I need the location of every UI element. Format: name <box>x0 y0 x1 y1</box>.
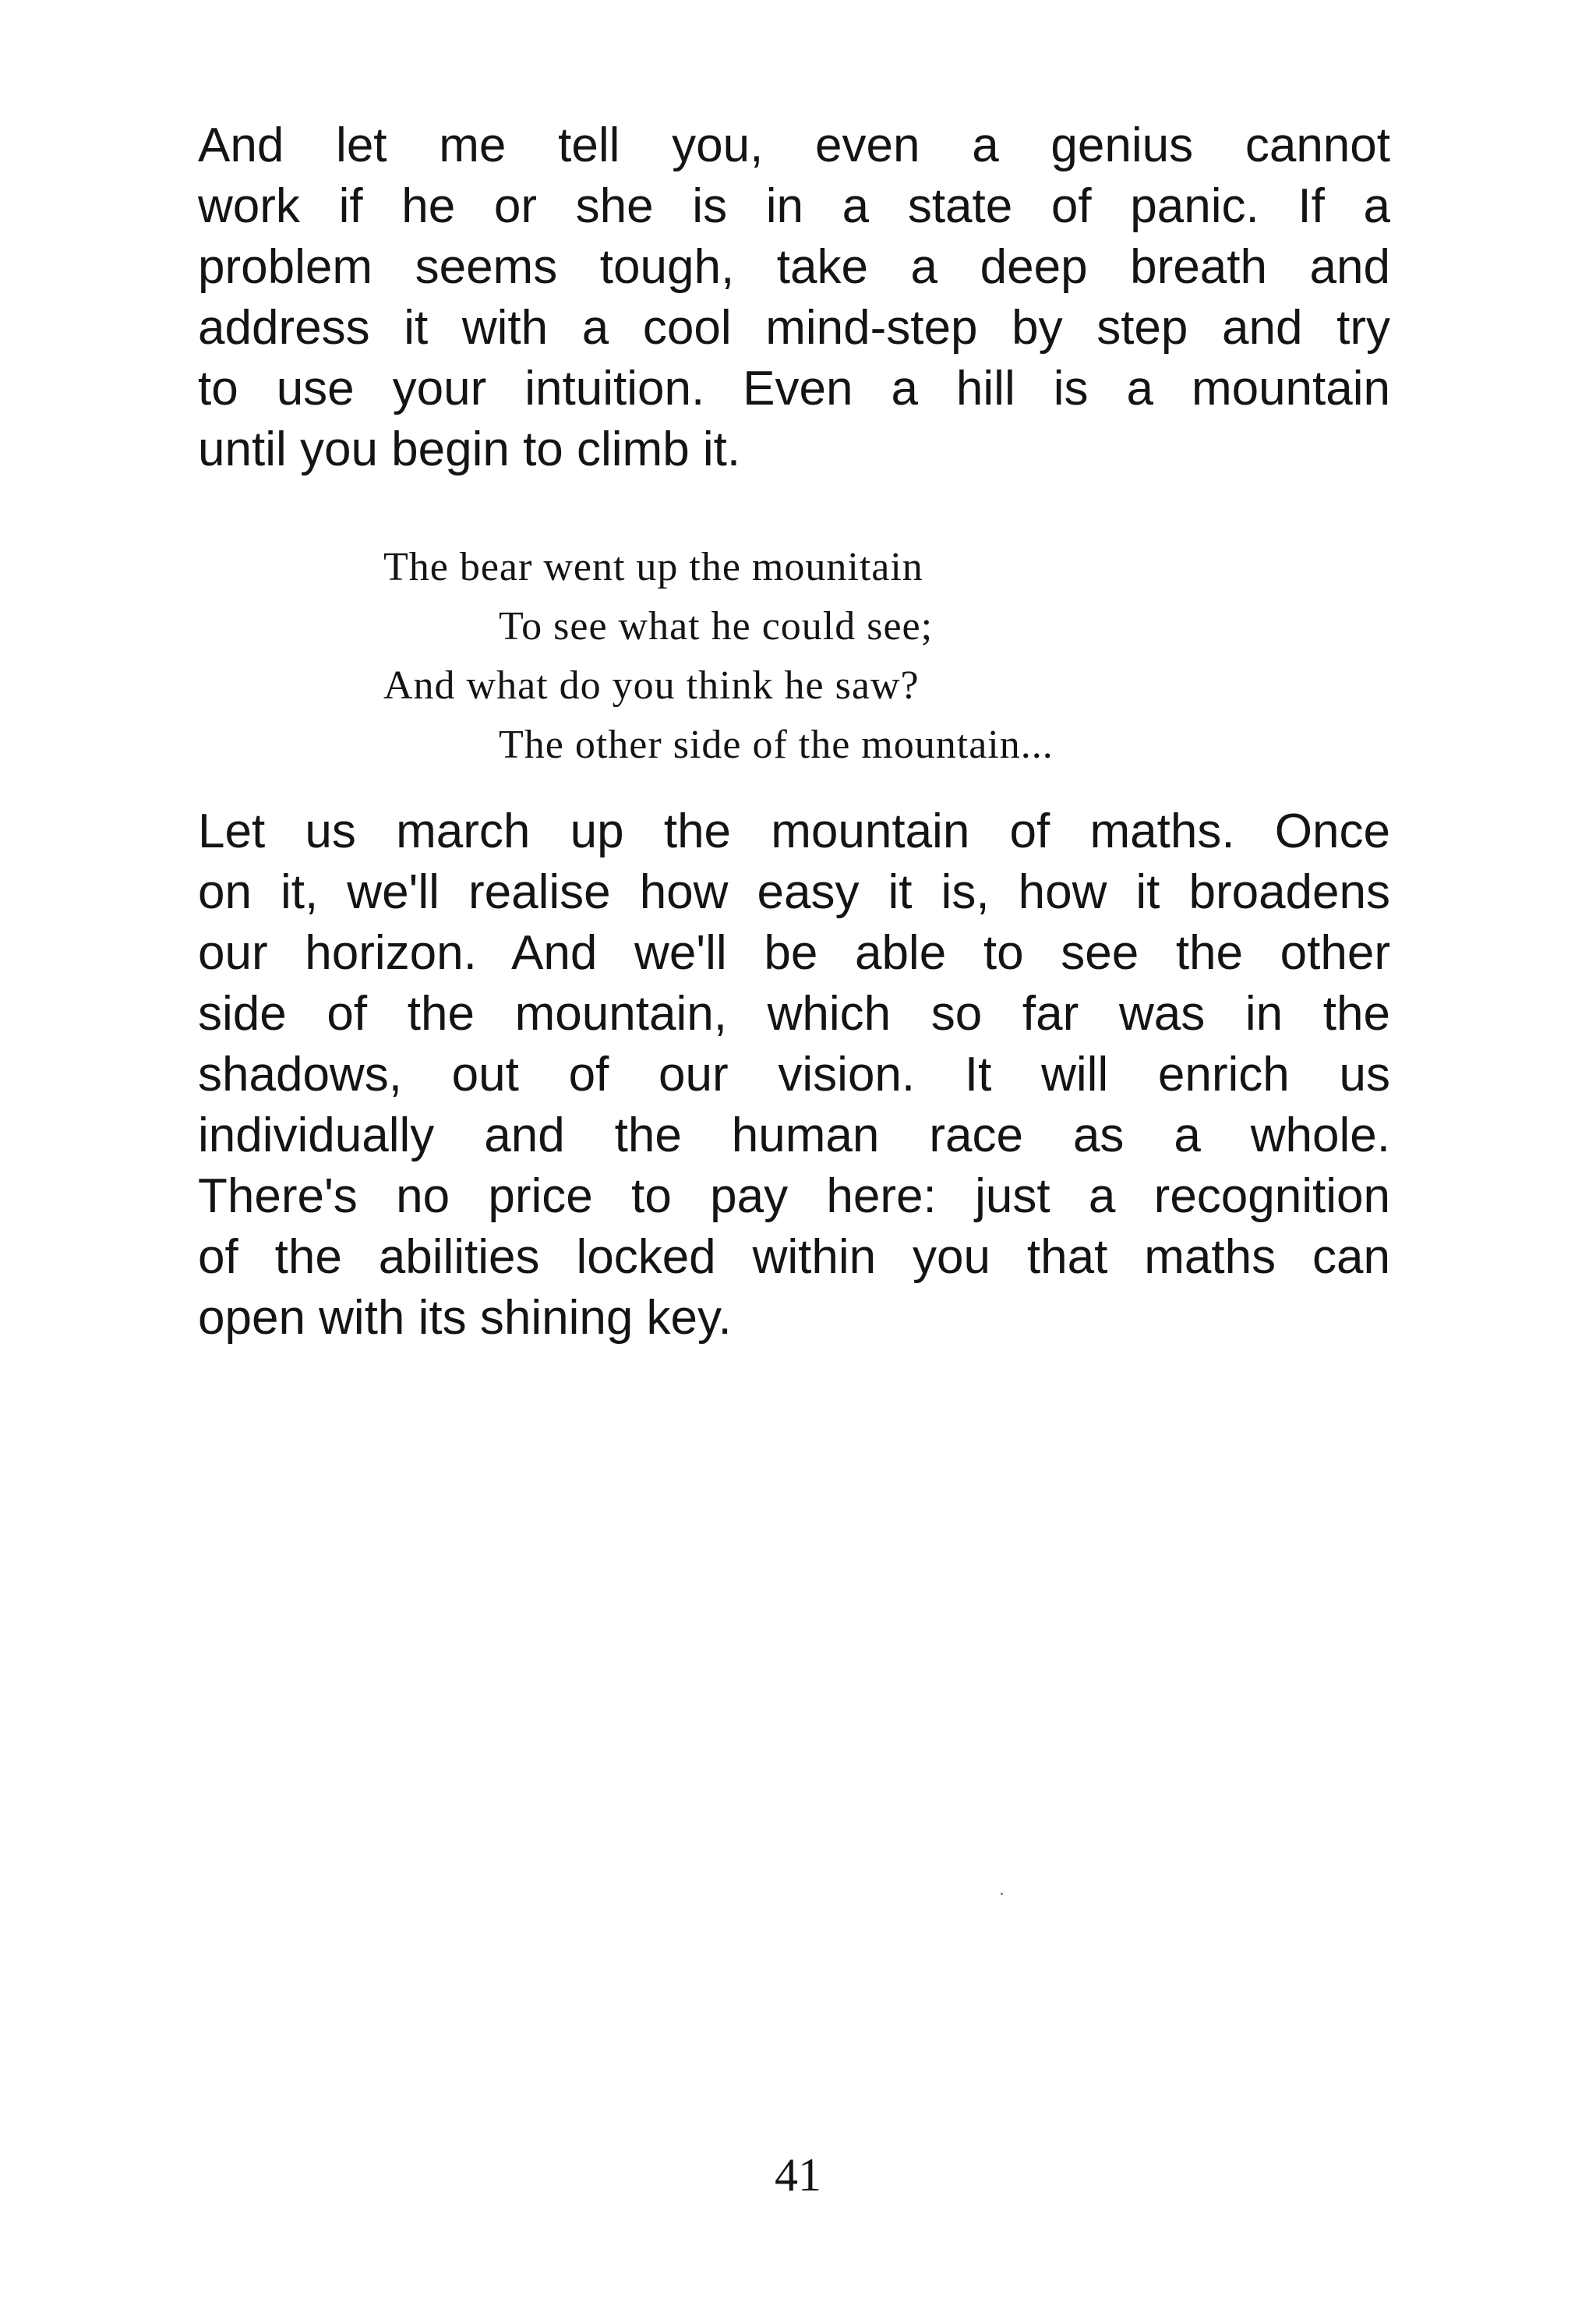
text-line: shadows, out of our vision. It will enrich us <box>198 1048 1390 1101</box>
page-number: 41 <box>775 2149 821 2201</box>
text-line: Let us march up the mountain of maths. Once <box>198 804 1390 858</box>
verse-line: And what do you think he saw? <box>383 663 920 708</box>
text-line: until you begin to climb it. <box>198 423 741 476</box>
verse-line: The bear went up the mounitain <box>383 545 923 589</box>
text-line: to use your intuition. Even a hill is a mountain <box>198 362 1390 415</box>
text-line: of the abilities locked within you that maths can <box>198 1230 1390 1284</box>
text-line: problem seems tough, take a deep breath and <box>198 240 1390 294</box>
text-line: on it, we'll realise how easy it is, how it broadens <box>198 865 1390 919</box>
scan-speck <box>1001 1893 1003 1895</box>
verse-line: The other side of the mountain... <box>499 723 1054 767</box>
paragraph-mountain-of-maths <box>198 801 1390 1349</box>
verse-line: To see what he could see; <box>499 604 934 649</box>
text-line: individually and the human race as a whole. <box>198 1108 1390 1162</box>
text-line: And let me tell you, even a genius cannot <box>198 118 1390 172</box>
text-line: address it with a cool mind-step by step and try <box>198 301 1390 355</box>
verse-block <box>383 538 1319 775</box>
text-line: side of the mountain, which so far was in the <box>198 987 1390 1041</box>
paragraph-panic <box>198 115 1390 480</box>
text-line: open with its shining key. <box>198 1291 732 1345</box>
text-line: work if he or she is in a state of panic. If a <box>198 179 1390 233</box>
text-line: our horizon. And we'll be able to see the other <box>198 926 1390 980</box>
text-line: There's no price to pay here: just a recognition <box>198 1169 1390 1223</box>
